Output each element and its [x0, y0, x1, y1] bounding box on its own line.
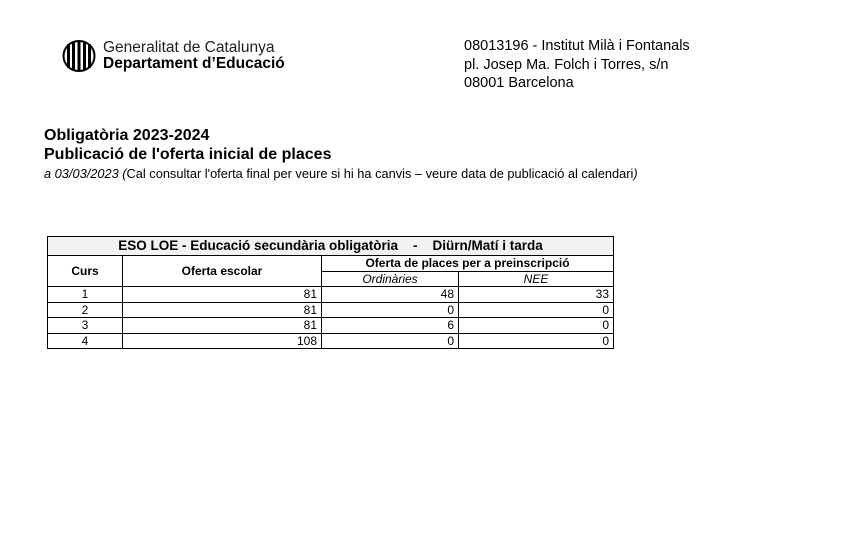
- cell-nee: 0: [459, 318, 614, 334]
- cell-nee: 0: [459, 302, 614, 318]
- cell-oferta: 108: [123, 333, 322, 349]
- header-curs: Curs: [48, 256, 123, 287]
- cell-curs: 4: [48, 333, 123, 349]
- cell-ordinaries: 0: [322, 333, 459, 349]
- header-oferta-escolar: Oferta escolar: [123, 256, 322, 287]
- document-subtitle: Publicació de l'oferta inicial de places: [44, 146, 332, 163]
- table-row: [48, 287, 614, 303]
- header-nee: NEE: [459, 271, 614, 287]
- org-name: Generalitat de Catalunya: [103, 39, 275, 56]
- table-row: [48, 302, 614, 318]
- offer-table: [47, 236, 614, 349]
- cell-oferta: 81: [123, 302, 322, 318]
- cell-curs: 1: [48, 287, 123, 303]
- table-row: [48, 333, 614, 349]
- department-name: Departament d’Educació: [103, 55, 285, 72]
- street-address: pl. Josep Ma. Folch i Torres, s/n: [464, 56, 669, 73]
- note-close: ): [633, 166, 638, 181]
- cell-oferta: 81: [123, 318, 322, 334]
- header-preinscripcio: Oferta de places per a preinscripció: [322, 256, 614, 272]
- school-address: [464, 37, 690, 93]
- table-title: ESO LOE - Educació secundària obligatòria - Diürn/Matí i tarda: [48, 237, 614, 256]
- city: 08001 Barcelona: [464, 75, 574, 91]
- cell-ordinaries: 48: [322, 287, 459, 303]
- document-title: Obligatòria 2023-2024: [44, 127, 210, 144]
- publication-note: [44, 165, 638, 182]
- header-ordinaries: Ordinàries: [322, 271, 459, 287]
- cell-curs: 2: [48, 302, 123, 318]
- note-text: Cal consultar l'oferta final per veure si hi ha canvis – veure data de publicació al calendari: [126, 166, 634, 181]
- cell-ordinaries: 0: [322, 302, 459, 318]
- cell-nee: 0: [459, 333, 614, 349]
- publication-date: a 03/03/2023 (: [44, 166, 127, 181]
- cell-nee: 33: [459, 287, 614, 303]
- school-name: 08013196 - Institut Milà i Fontanals: [464, 38, 690, 54]
- document-heading: [44, 126, 638, 182]
- generalitat-emblem-icon: [62, 40, 96, 72]
- cell-ordinaries: 6: [322, 318, 459, 334]
- cell-oferta: 81: [123, 287, 322, 303]
- cell-curs: 3: [48, 318, 123, 334]
- table-row: [48, 318, 614, 334]
- generalitat-logo: [62, 40, 285, 72]
